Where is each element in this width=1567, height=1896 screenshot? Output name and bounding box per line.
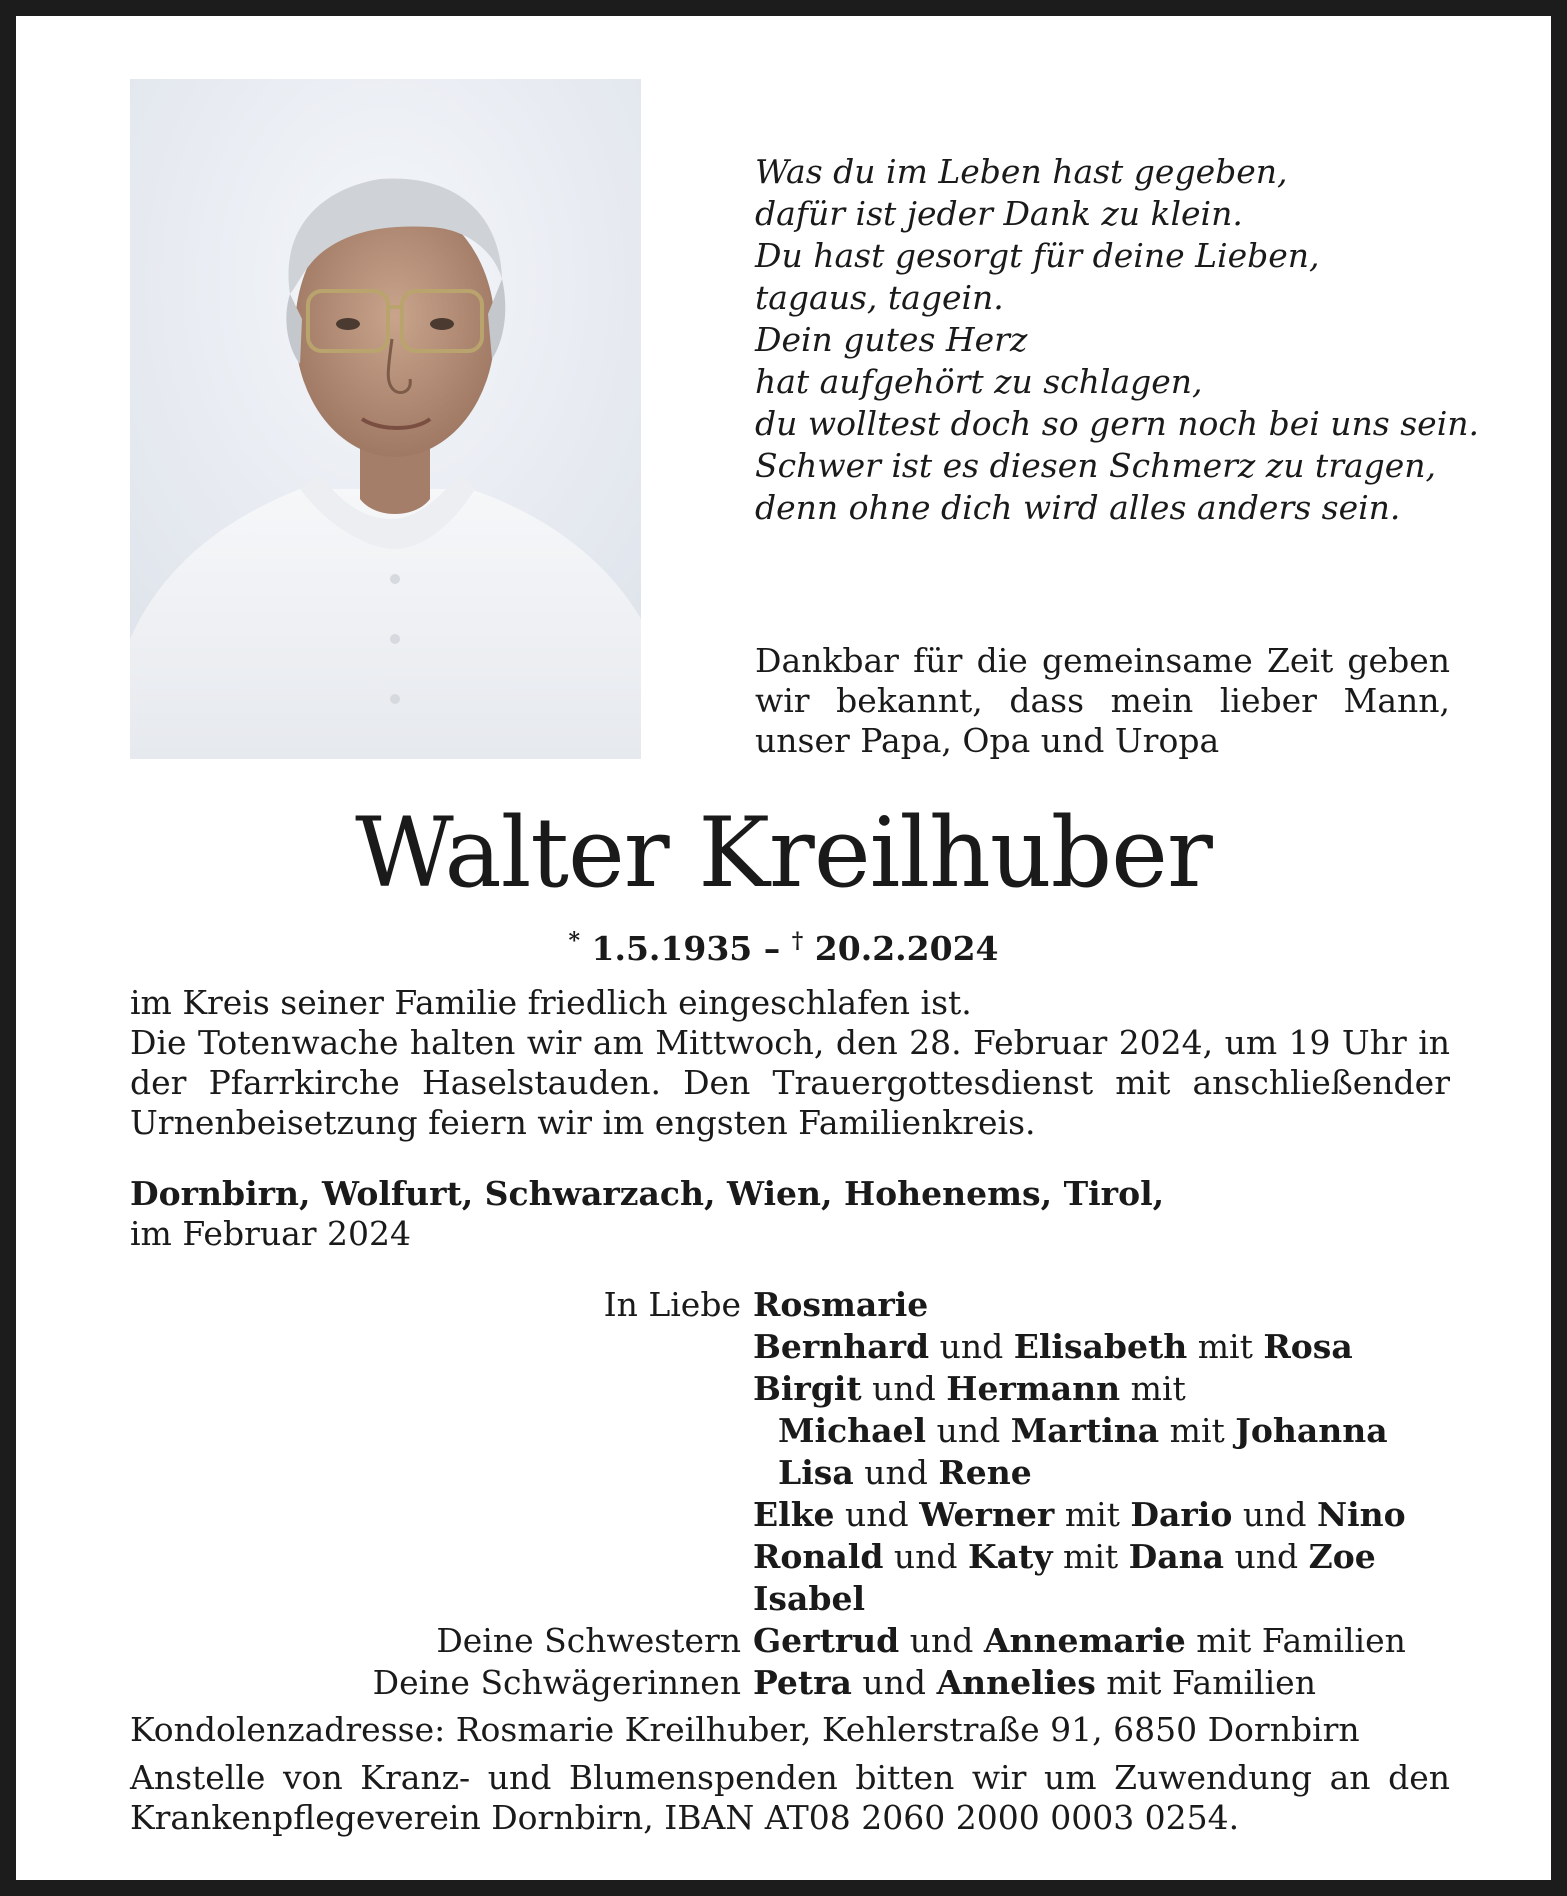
family-name: Bernhard (753, 1327, 930, 1366)
family-names: Bernhard und Elisabeth mit Rosa (753, 1327, 1353, 1366)
poem-line: denn ohne dich wird alles anders sein. (755, 488, 1401, 527)
family-row (130, 1578, 1450, 1620)
birth-date: 1.5.1935 (591, 929, 753, 968)
in-liebe-label: In Liebe (603, 1285, 741, 1324)
family-name: Gertrud (753, 1621, 900, 1660)
family-name: Rosa (1263, 1327, 1353, 1366)
poem-line: Dein gutes Herz (755, 320, 1028, 359)
portrait-photo (130, 79, 641, 759)
family-row (130, 1368, 1450, 1410)
poem-line: dafür ist jeder Dank zu klein. (755, 194, 1243, 233)
death-symbol: † (791, 928, 804, 954)
poem-line: Du hast gesorgt für deine Lieben, (755, 236, 1320, 275)
family-names: Elke und Werner mit Dario und Nino (753, 1495, 1406, 1534)
family-name: Michael (778, 1411, 927, 1450)
family-name: Petra (753, 1663, 852, 1702)
family-name: Dana (1128, 1537, 1224, 1576)
footer-block (130, 1710, 1450, 1838)
portrait-illustration (130, 79, 641, 759)
poem-line: du wolltest doch so gern noch bei uns sein. (755, 404, 1479, 443)
family-name: Martina (1010, 1411, 1160, 1450)
family-name: Nino (1316, 1495, 1406, 1534)
announcement-line: im Kreis seiner Familie friedlich eingeschlafen ist. (130, 983, 972, 1022)
sisters-label: Deine Schwestern (436, 1621, 741, 1660)
family-name: Birgit (753, 1369, 862, 1408)
family-row (130, 1620, 1450, 1662)
family-name: Rene (938, 1453, 1032, 1492)
family-row (130, 1326, 1450, 1368)
family-row (130, 1452, 1450, 1494)
places-block (130, 1174, 1450, 1254)
poem-line: Schwer ist es diesen Schmerz zu tragen, (755, 446, 1437, 485)
deceased-name: Walter Kreilhuber (355, 797, 1212, 909)
announcement-text (130, 983, 1450, 1143)
family-names: Birgit und Hermann mit (753, 1369, 1186, 1408)
poem-line: tagaus, tagein. (755, 278, 1004, 317)
family-name: Zoe (1308, 1537, 1376, 1576)
birth-symbol: * (568, 928, 581, 954)
family-name: Rosmarie (753, 1285, 929, 1324)
family-names: Petra und Annelies mit Familien (753, 1663, 1316, 1702)
family-name: Elke (753, 1495, 835, 1534)
date-separator: – (763, 929, 781, 968)
family-list (130, 1284, 1450, 1704)
intro-text: Dankbar für die gemeinsame Zeit geben wir bekannt, dass mein lieber Mann, unser Papa, Opa und Uropa (755, 641, 1450, 760)
family-row (130, 1662, 1450, 1704)
family-name: Hermann (946, 1369, 1121, 1408)
family-names: Gertrud und Annemarie mit Familien (753, 1621, 1406, 1660)
death-date: 20.2.2024 (814, 929, 999, 968)
family-name: Elisabeth (1013, 1327, 1188, 1366)
family-name: Johanna (1235, 1411, 1388, 1450)
sisters-in-law-label: Deine Schwägerinnen (372, 1663, 741, 1702)
family-row (130, 1410, 1450, 1452)
family-names (753, 1578, 865, 1620)
condolence-address: Kondolenzadresse: Rosmarie Kreilhuber, Kehlerstraße 91, 6850 Dornbirn (130, 1710, 1360, 1749)
family-name: Annelies (936, 1663, 1096, 1702)
poem-line: Was du im Leben hast gegeben, (755, 152, 1288, 191)
family-names (753, 1284, 928, 1326)
family-row (130, 1494, 1450, 1536)
family-name: Lisa (778, 1453, 854, 1492)
places-date: im Februar 2024 (130, 1214, 412, 1253)
family-name: Ronald (753, 1537, 884, 1576)
family-names: Lisa und Rene (778, 1453, 1032, 1492)
obituary-page (16, 16, 1551, 1880)
family-names: Ronald und Katy mit Dana und Zoe (753, 1537, 1376, 1576)
family-name: Dario (1130, 1495, 1233, 1534)
poem-line: hat aufgehört zu schlagen, (755, 362, 1203, 401)
family-name: Katy (968, 1537, 1053, 1576)
memorial-poem (755, 151, 1479, 529)
life-dates (16, 921, 1551, 969)
family-names: Michael und Martina mit Johanna (778, 1411, 1388, 1450)
donation-note: Anstelle von Kranz- und Blumenspenden bitten wir um Zuwendung an den Krankenpflegeverein Dornbirn, IBAN AT08 2060 2000 0003 0254. (130, 1758, 1450, 1837)
family-row (130, 1284, 1450, 1326)
family-name: Werner (919, 1495, 1055, 1534)
family-name: Isabel (753, 1579, 866, 1618)
family-name: Annemarie (983, 1621, 1186, 1660)
places-list: Dornbirn, Wolfurt, Schwarzach, Wien, Hohenems, Tirol, (130, 1174, 1165, 1213)
family-row (130, 1536, 1450, 1578)
announcement-paragraph: Die Totenwache halten wir am Mittwoch, den 28. Februar 2024, um 19 Uhr in der Pfarrkirche Haselstauden. Den Trauergottesdienst mit anschließender Urnenbeisetzung feiern wir im engsten Familienkreis. (130, 1023, 1450, 1142)
